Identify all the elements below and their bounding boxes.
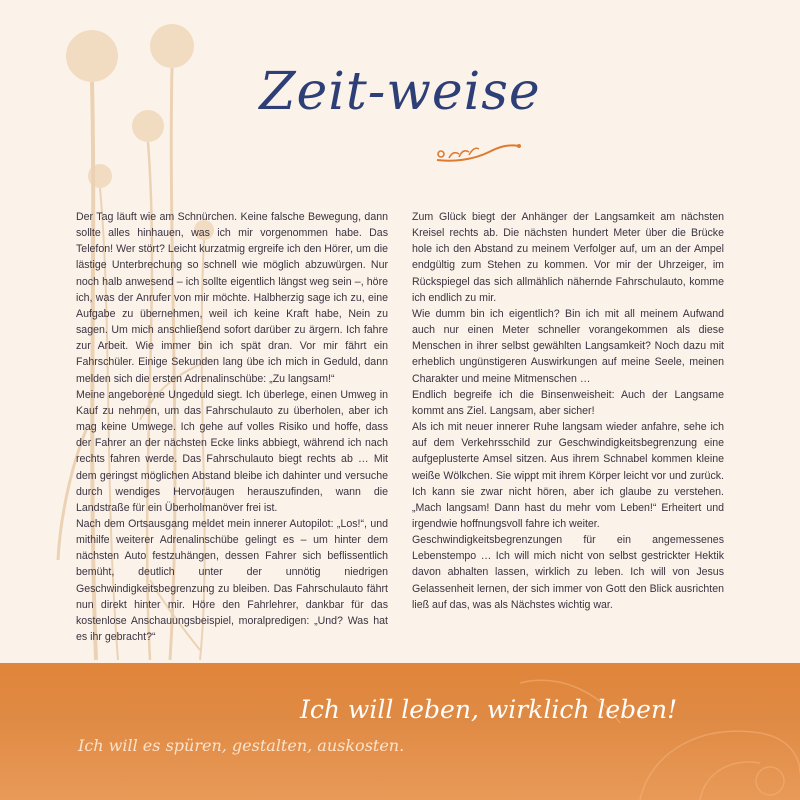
body-text-right-column xyxy=(412,209,724,613)
paragraph: Wie dumm bin ich eigentlich? Bin ich mit all meinem Aufwand auch nur einen Meter schneller vorangekommen als diese Menschen in ihrer selbst gewählten Langsamkeit? Noch dazu mit erheblich ungünstigeren Auswirkungen auf meine Seele, meinen Charakter und meine Mitmenschen … xyxy=(412,307,724,385)
page-title: Zeit-weise xyxy=(259,62,541,122)
quote-sub: Ich will es spüren, gestalten, auskosten. xyxy=(78,736,405,755)
quote-band xyxy=(0,663,800,800)
paragraph: Endlich begreife ich die Binsenweisheit: Auch der Langsame kommt ans Ziel. Langsam, aber sicher! xyxy=(412,388,724,417)
paragraph: Zum Glück biegt der Anhänger der Langsamkeit am nächsten Kreisel rechts ab. Die nächsten hundert Meter über die Brücke hole ich den Abstand zu meinem Verfolger auf, um an der Ampel endgültig zum Stehen zu kommen. Vor mir der Uhrzeiger, im Rückspiegel das sich allmählich nähernde Fahrschulauto, komme ich endlich zu mir. xyxy=(412,211,724,304)
flourish-ornament-icon xyxy=(433,140,525,164)
paragraph: Als ich mit neuer innerer Ruhe langsam wieder anfahre, sehe ich auf dem Verkehrsschild zur Geschwindigkeitsbegrenzung eine aufgeplusterte Amsel sitzen. Aus ihrem Schnabel kommen kleine weiße Wölkchen. Sie wippt mit ihrem Körper leicht vor und zurück. Ich kann sie zwar nicht hören, aber ich glaube zu verstehen. „Mach langsam! Dann hast du mehr vom Leben!“ Erheitert und irgendwie hoffnungsvoll fahre ich weiter. xyxy=(412,421,724,530)
quote-main: Ich will leben, wirklich leben! xyxy=(300,695,678,724)
paragraph: Meine angeborene Ungeduld siegt. Ich überlege, einen Umweg in Kauf zu nehmen, um das Fahrschulauto zu überholen, aber ich mag keine Umwege. Ich gehe auf volles Risiko und hoffe, dass der Fahrer an der nächsten Ecke links abbiegt, während ich nach rechts fahren werde. Das Fahrschulauto biegt rechts ab … Mit dem geringst möglichen Abstand bleibe ich dahinter und versuche durch wendiges Hervoräugen herauszufinden, wann die Landstraße für ein Überholmanöver frei ist. xyxy=(76,388,388,514)
paragraph: Der Tag läuft wie am Schnürchen. Keine falsche Bewegung, dann sollte alles hinhauen, was ich mir vorgenommen habe. Das Telefon! Wer stört? Leicht kurzatmig ergreife ich den Hörer, um die lästige Unterbrechung so schnell wie möglich abzuwürgen. Nur noch halb anwesend – ich sollte eigentlich längst weg sein –, höre ich, was der Anrufer von mir möchte. Halbherzig sage ich zu, eine Aufgabe zu übernehmen, weil ich keine Kraft habe, Nein zu sagen. Um mich anschließend sofort darüber zu ärgern. Ich fahre zur Arbeit. Wie immer bin ich spät dran. Vor mir fährt ein Fahrschüler. Einige Sekunden lang übe ich mich in Geduld, dann melden sich die ersten Adrenalinschübe: „Zu langsam!“ xyxy=(76,211,388,385)
paragraph: Nach dem Ortsausgang meldet mein innerer Autopilot: „Los!“, und mithilfe weiterer Adrenalinschübe gelingt es – um hinter dem nächsten Auto festzuhängen, dessen Fahrer sich beflissentlich bemüht, deutlich unter der unnötig niedrigen Geschwindigkeitsbegrenzung zu bleiben. Das Fahrschulauto fährt nun direkt hinter mir. Höre den Fahrlehrer, dankbar für das kostenlose Anschauungsbeispiel, moralpredigen: „Und? Was hat es ihr gebracht?“ xyxy=(76,517,388,644)
swirl-ornament-icon xyxy=(0,663,800,800)
body-text-left-column xyxy=(76,209,388,645)
paragraph: Geschwindigkeitsbegrenzungen für ein angemessenes Lebenstempo … Ich will mich nicht von selbst gestrickter Hektik davon abhalten lassen, wirklich zu leben. Ich will von Jesus Gelassenheit lernen, der sich immer von Gott den Blick ausrichten ließ auf das, was als Nächstes wichtig war. xyxy=(412,534,724,611)
